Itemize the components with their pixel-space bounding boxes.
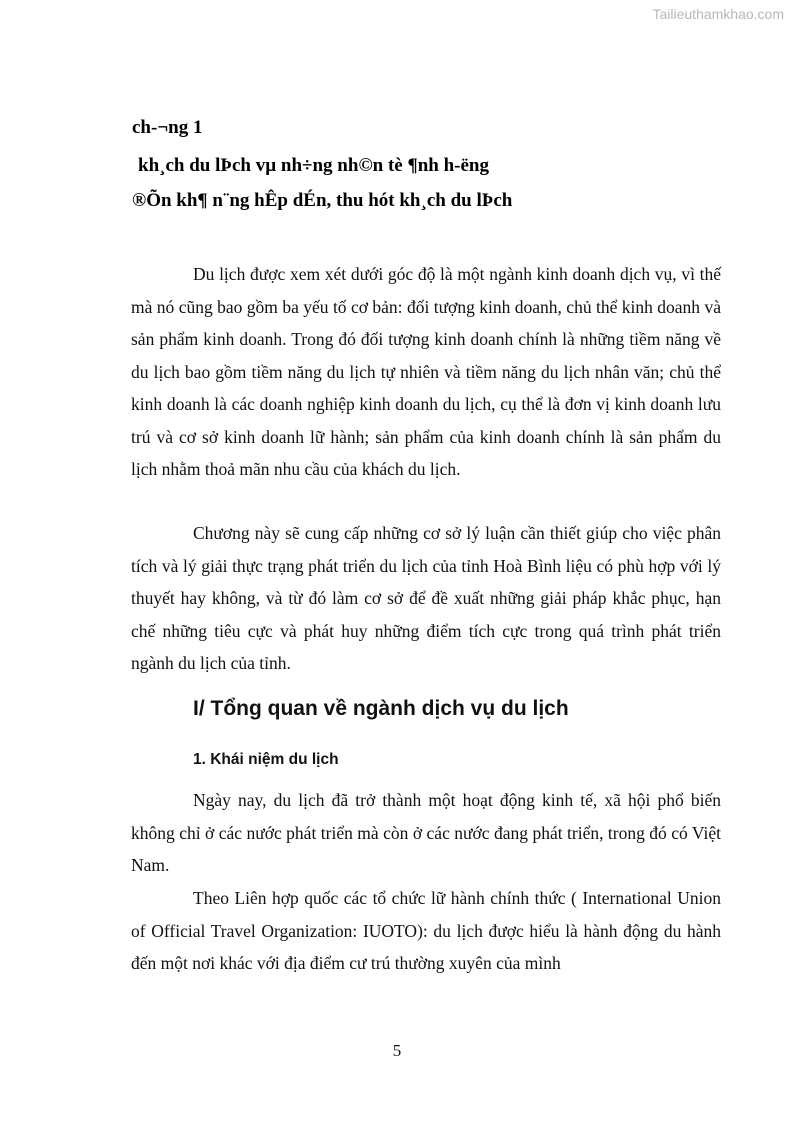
subsection-title: 1. Khái niệm du lịch [193, 751, 339, 768]
chapter-title-line-1: kh¸ch du lÞch vµ nh÷ng nh©n tè ¶nh h-ëng [138, 155, 489, 176]
intro-paragraph-2: Chương này sẽ cung cấp những cơ sở lý luận cần thiết giúp cho việc phân tích và lý giải thực trạng phát triển du lịch của tỉnh Hoà Bình liệu có phù hợp với lý thuyết hay không, và từ đó làm cơ sở để đề xuất những giải pháp khắc phục, hạn chế những tiêu cực và phát huy những điểm tích cực trong quá trình phát triển ngành du lịch của tỉnh. [131, 523, 721, 673]
section-paragraph-2: Theo Liên hợp quốc các tổ chức lữ hành chính thức ( International Union of Official Travel Organization: IUOTO): du lịch được hiểu là hành động du hành đến một nơi khác với địa điểm cư trú thường xuyên của mình [131, 888, 721, 973]
page-number: 5 [392, 1041, 402, 1060]
section-paragraph-1: Ngày nay, du lịch đã trở thành một hoạt động kinh tế, xã hội phổ biến không chỉ ở các nước phát triển mà còn ở các nước đang phát triển, trong đó có Việt Nam. [131, 790, 721, 875]
watermark: Tailieuthamkhao.com [652, 6, 784, 22]
chapter-label: ch-¬ng 1 [132, 117, 203, 138]
intro-paragraph-1: Du lịch được xem xét dưới góc độ là một ngành kinh doanh dịch vụ, vì thế mà nó cũng bao gồm ba yếu tố cơ bản: đối tượng kinh doanh, chủ thể kinh doanh và sản phẩm kinh doanh. Trong đó đối tượng kinh doanh chính là những tiềm năng về du lịch bao gồm tiềm năng du lịch tự nhiên và tiềm năng du lịch nhân văn; chủ thể kinh doanh là các doanh nghiệp kinh doanh du lịch, cụ thể là đơn vị kinh doanh lưu trú và cơ sở kinh doanh lữ hành; sản phẩm của kinh doanh chính là sản phẩm du lịch nhằm thoả mãn nhu cầu của khách du lịch. [131, 264, 721, 479]
chapter-title-line-2: ®Õn kh¶ n¨ng hÊp dÉn, thu hót kh¸ch du lÞch [132, 190, 513, 211]
section-title: I/ Tổng quan về ngành dịch vụ du lịch [193, 697, 569, 720]
